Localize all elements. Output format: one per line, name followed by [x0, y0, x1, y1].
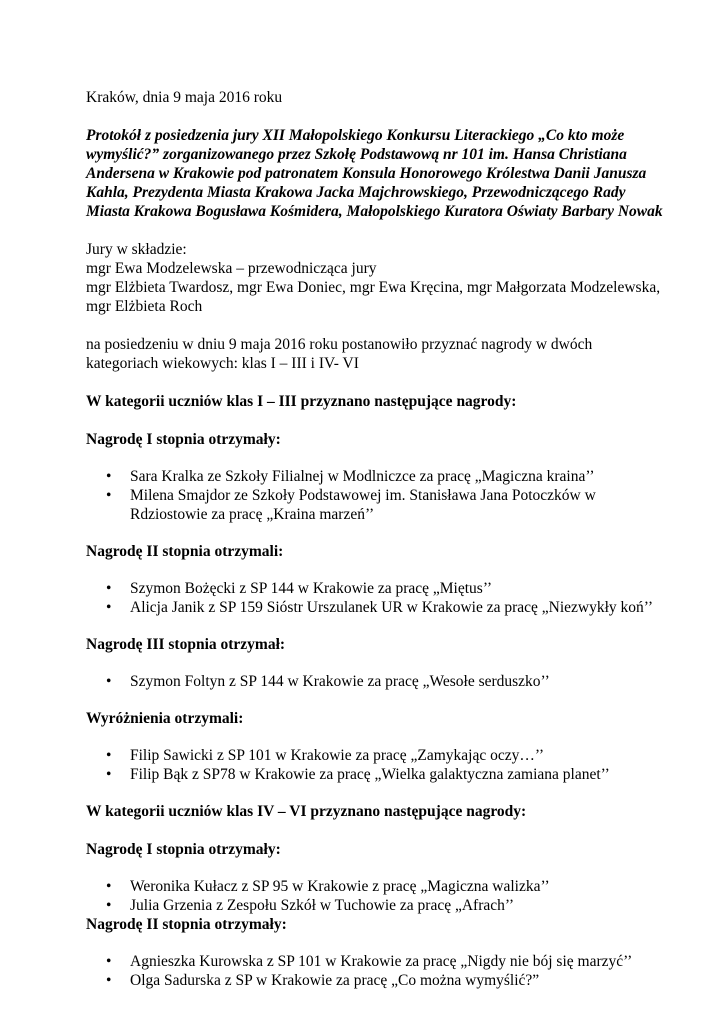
list-item [106, 877, 666, 896]
bullet-icon: • [106, 878, 112, 895]
award-group-title: Nagrodę I stopnia otrzymały: [86, 431, 281, 448]
award-list [86, 579, 666, 617]
list-item [106, 467, 666, 486]
list-item [106, 765, 666, 784]
award-entry: Weronika Kułacz z SP 95 w Krakowie z pracę „Magiczna walizka’’ [130, 878, 550, 895]
category-1-heading: W kategorii uczniów klas I – III przyznano następujące nagrody: [86, 393, 517, 410]
bullet-icon: • [106, 953, 112, 970]
award-list [86, 746, 666, 784]
category-2-heading: W kategorii uczniów klas IV – VI przyznano następujące nagrody: [86, 803, 527, 820]
award-group-title: Nagrodę III stopnia otrzymał: [86, 636, 286, 653]
bullet-icon: • [106, 580, 112, 597]
bullet-icon: • [106, 897, 112, 914]
award-entry: Filip Sawicki z SP 101 w Krakowie za pracę „Zamykając oczy…’’ [130, 747, 545, 764]
award-entry: Filip Bąk z SP78 w Krakowie za pracę „Wielka galaktyczna zamiana planet’’ [130, 766, 610, 783]
list-item [106, 746, 666, 765]
award-group-title: Nagrodę II stopnia otrzymały: [86, 916, 287, 933]
award-entry: Alicja Janik z SP 159 Sióstr Urszulanek UR w Krakowie za pracę „Niezwykły koń’’ [130, 599, 653, 616]
bullet-icon: • [106, 673, 112, 690]
list-item [106, 579, 666, 598]
protocol-title: Protokół z posiedzenia jury XII Małopolskiego Konkursu Literackiego „Co kto może wymyślić?” zorganizowanego przez Szkołę Podstawową nr 101 im. Hansa Christiana Andersena w Krakowie pod patronatem Konsula Honorowego Królestwa Danii Janusza Kahla, Prezydenta Miasta Krakowa Jacka Majchrowskiego, Przewodniczącego Rady Miasta Krakowa Bogusława Kośmidera, Małopolskiego Kuratora Oświaty Barbary Nowak [86, 127, 663, 220]
award-entry: Szymon Foltyn z SP 144 w Krakowie za pracę „Wesołe serduszko’’ [130, 673, 550, 690]
list-item [106, 896, 666, 915]
list-item [106, 971, 666, 990]
list-item [106, 598, 666, 617]
bullet-icon: • [106, 972, 112, 989]
award-list [86, 877, 666, 915]
jury-section [86, 240, 666, 316]
date-line: Kraków, dnia 9 maja 2016 roku [86, 89, 283, 106]
award-group-title: Wyróżnienia otrzymali: [86, 710, 244, 727]
award-group-title: Nagrodę I stopnia otrzymały: [86, 841, 281, 858]
bullet-icon: • [106, 599, 112, 616]
award-list [86, 672, 666, 691]
award-entry: Szymon Bożęcki z SP 144 w Krakowie za pracę „Miętus’’ [130, 580, 492, 597]
jury-chair: mgr Ewa Modzelewska – przewodnicząca jury [86, 260, 377, 277]
award-entry: Milena Smajdor ze Szkoły Podstawowej im. Stanisława Jana Potoczków w Rdziostowie za pracę „Kraina marzeń’’ [130, 487, 596, 523]
jury-label: Jury w składzie: [86, 241, 187, 258]
award-entry: Agnieszka Kurowska z SP 101 w Krakowie za pracę „Nigdy nie bój się marzyć’’ [130, 953, 633, 970]
award-list [86, 952, 666, 990]
bullet-icon: • [106, 766, 112, 783]
award-entry: Sara Kralka ze Szkoły Filialnej w Modlniczce za pracę „Magiczna kraina’’ [130, 468, 595, 485]
document-page [86, 88, 666, 1008]
list-item [106, 486, 666, 524]
jury-members: mgr Elżbieta Twardosz, mgr Ewa Doniec, mgr Ewa Kręcina, mgr Małgorzata Modzelewska, mgr Elżbieta Roch [86, 279, 661, 315]
bullet-icon: • [106, 487, 112, 504]
award-entry: Olga Sadurska z SP w Krakowie za pracę „Co można wymyślić?” [130, 972, 540, 989]
list-item [106, 952, 666, 971]
award-group-title: Nagrodę II stopnia otrzymali: [86, 543, 284, 560]
bullet-icon: • [106, 468, 112, 485]
award-entry: Julia Grzenia z Zespołu Szkół w Tuchowie za pracę „Afrach’’ [130, 897, 515, 914]
list-item [106, 672, 666, 691]
award-list [86, 467, 666, 524]
bullet-icon: • [106, 747, 112, 764]
intro-paragraph: na posiedzeniu w dniu 9 maja 2016 roku postanowiło przyznać nagrody w dwóch kategoriach wiekowych: klas I – III i IV- VI [86, 336, 593, 372]
